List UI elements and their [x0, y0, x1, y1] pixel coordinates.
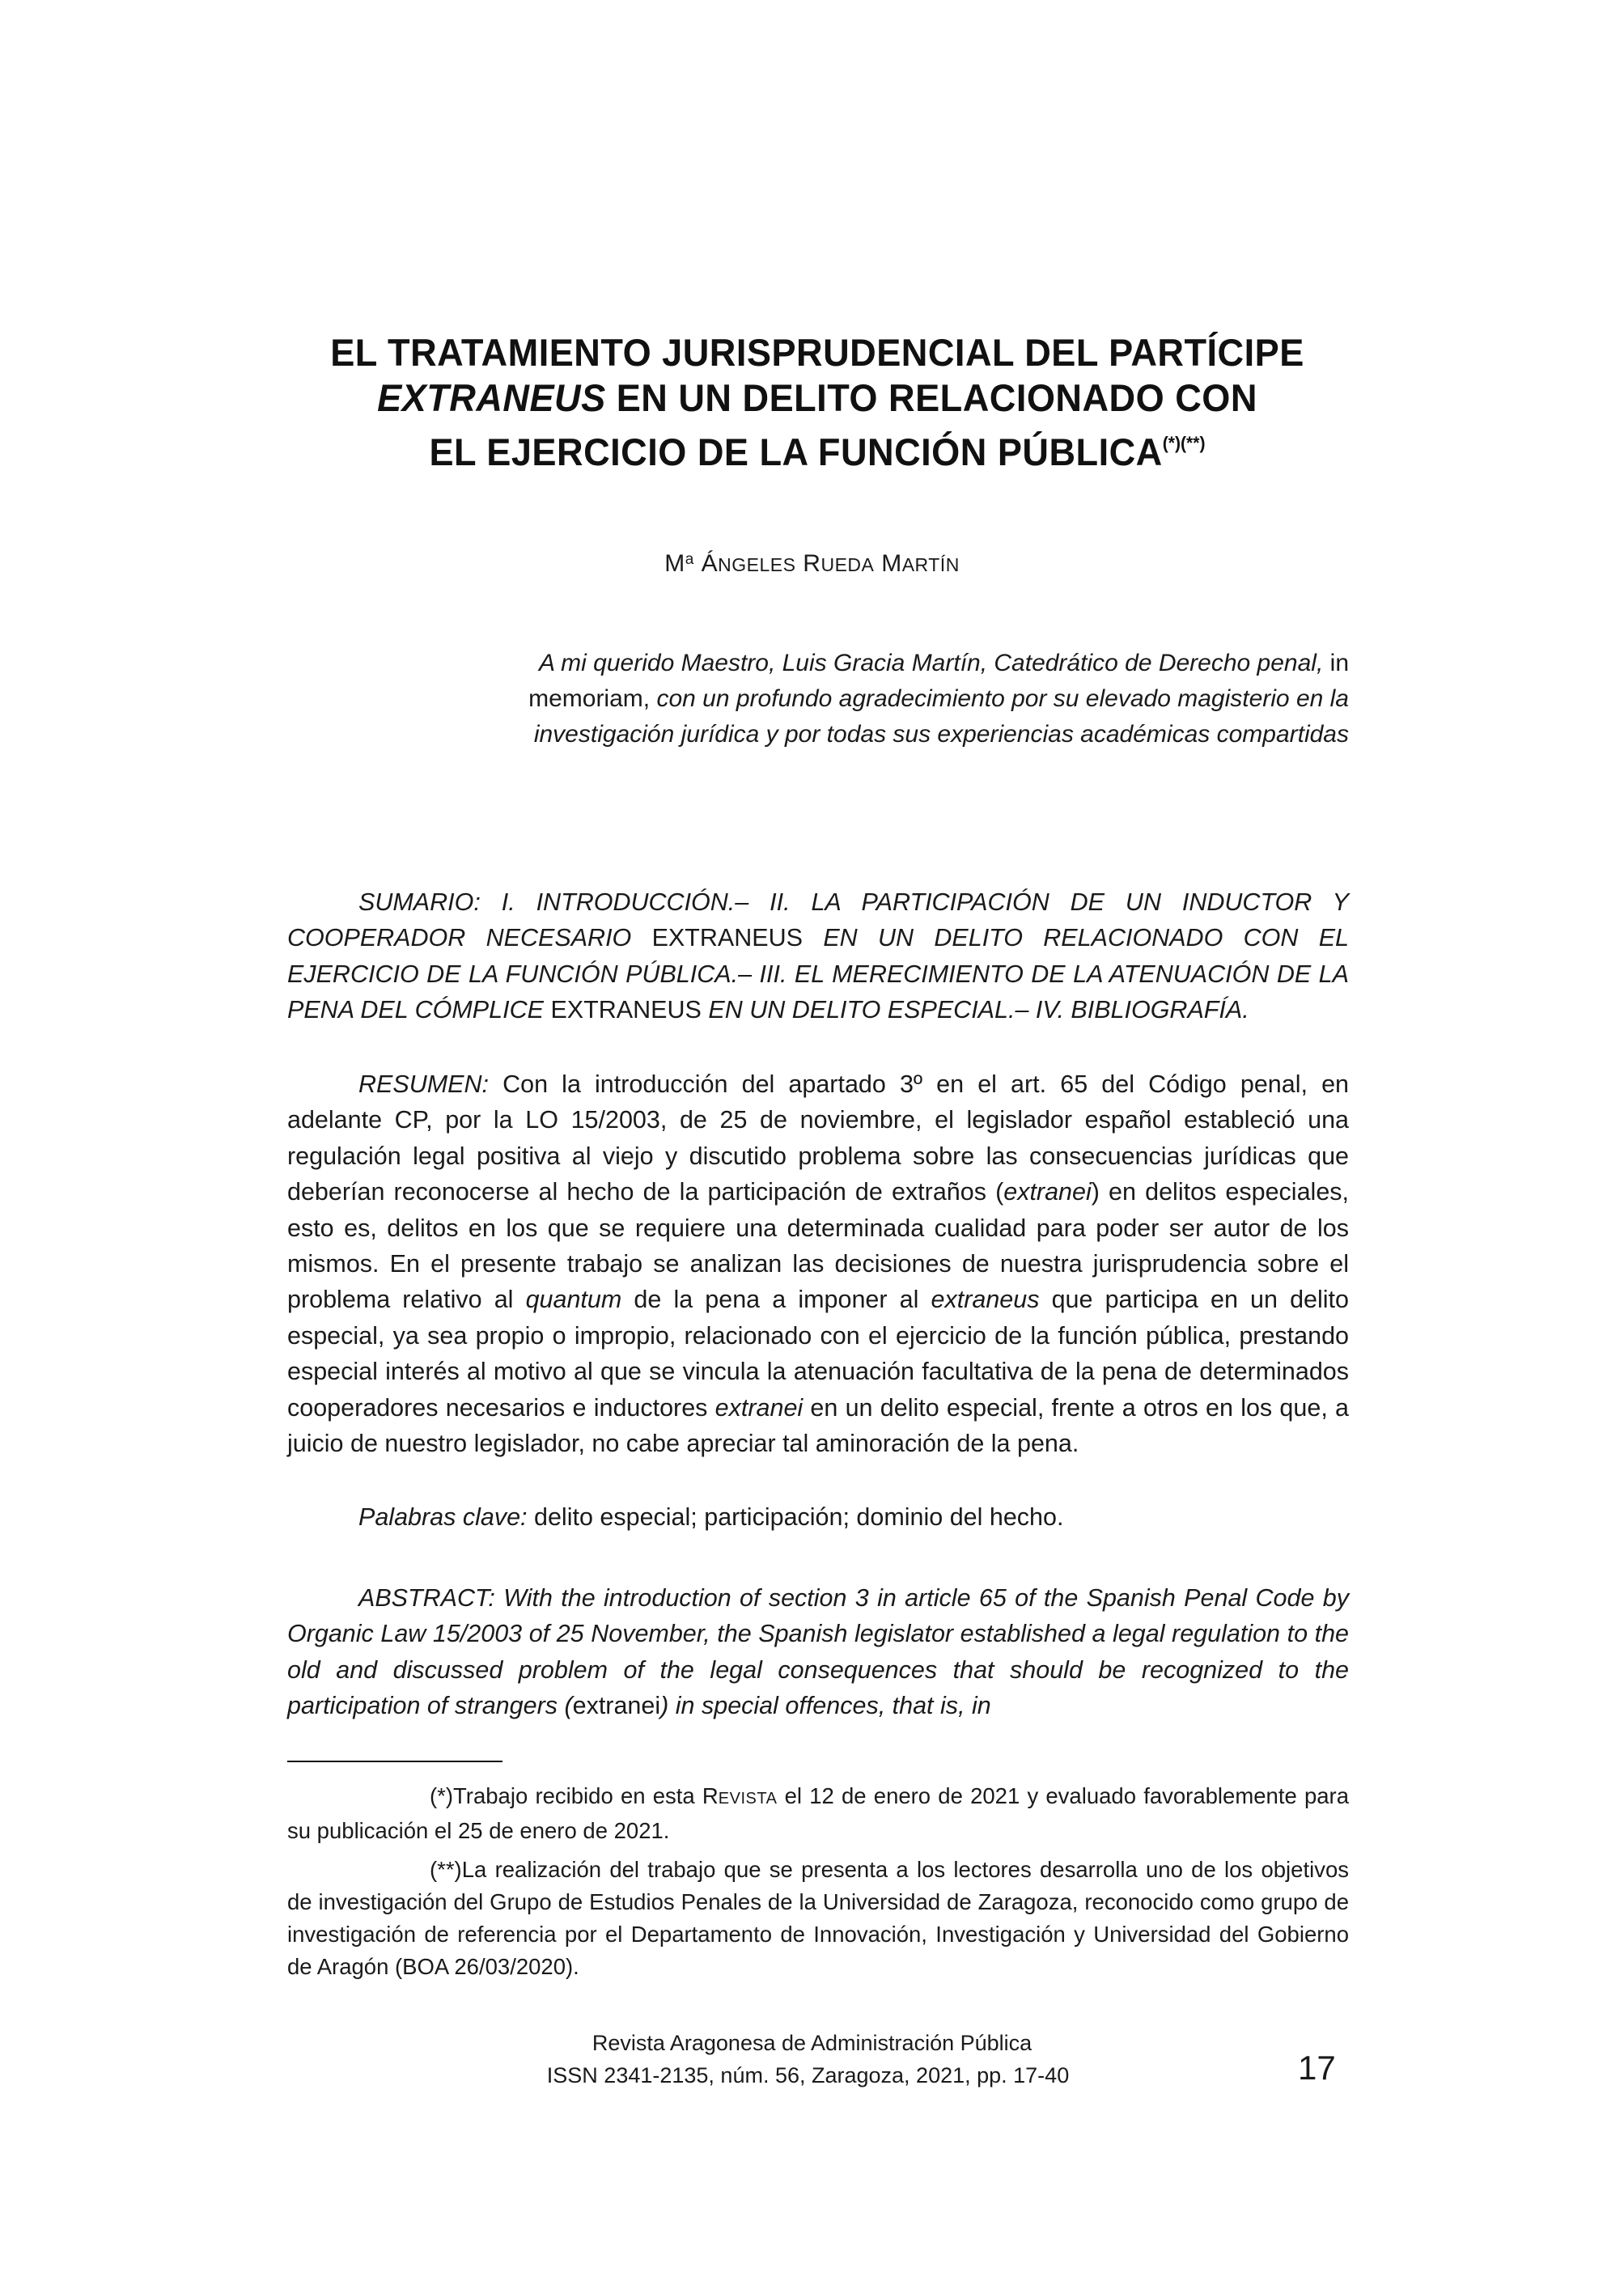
abstract-term: extranei: [572, 1692, 661, 1720]
resumen-text-3: de la pena a imponer al: [621, 1286, 931, 1314]
resumen-term-3: extraneus: [931, 1286, 1040, 1314]
summary-part-1: SUMARIO: I. INTRODUCCIÓN.– II. LA PARTICIPACIÓN DE UN INDUCTOR Y COOPERADOR NECESARIO: [287, 888, 1349, 952]
resumen-term-2: quantum: [525, 1286, 622, 1314]
abstract-part-1: ABSTRACT: With the introduction of section 3 in article 65 of the Spanish Penal Code by Organic Law 15/2003 of 25 November, the Spanish legislator established a legal regulation to the old and discussed problem of the legal consequences that should be recognized to the participation of strangers (: [287, 1584, 1349, 1720]
abstract-section: [287, 1580, 1349, 1724]
dedication-part-3: con un profundo agradecimiento por su elevado magisterio en la investigación jurídica y por todas sus experiencias académicas compartidas: [533, 685, 1349, 748]
issn-line: ISSN 2341-2135, núm. 56, Zaragoza, 2021, pp. 17-40: [546, 2063, 1070, 2087]
author-second-rest: UEDA: [820, 554, 875, 575]
footnote-2: [287, 1854, 1349, 1983]
author-initial: M: [664, 550, 685, 577]
footnote-divider: [287, 1761, 502, 1762]
article-title: [265, 330, 1368, 475]
title-line-2-rest: EN UN DELITO RELACIONADO CON: [605, 376, 1257, 419]
keywords-label: Palabras clave:: [358, 1503, 528, 1531]
resumen-section: [287, 1066, 1349, 1461]
title-line-3: EL EJERCICIO DE LA FUNCIÓN PÚBLICA: [429, 430, 1163, 473]
summary-term-1: EXTRANEUS: [651, 924, 804, 952]
resumen-term-1: extranei: [1003, 1178, 1092, 1206]
author-name: [0, 550, 1624, 578]
dedication-part-1: A mi querido Maestro, Luis Gracia Martín, Catedrático de Derecho penal,: [538, 650, 1324, 676]
author-second-cap: R: [803, 550, 821, 577]
resumen-term-4: extranei: [714, 1393, 804, 1422]
author-first-rest: NGELES: [718, 554, 796, 575]
footnote-1: [287, 1780, 1349, 1847]
summary-section: [287, 884, 1349, 1028]
page-number: 17: [1298, 2049, 1336, 2087]
footnote-2-mark: (**): [430, 1857, 462, 1882]
resumen-text-1: Con la introducción del apartado 3º en el art. 65 del Código penal, en adelante CP, por la LO 15/2003, de 25 de noviembre, el legislador español estableció una regulación legal positiva al viejo y discutido problema sobre las consecuencias jurídicas que deberían reconocerse al hecho de la participación de extraños (: [287, 1070, 1349, 1206]
footnote-1-text-1: Trabajo recibido en esta: [453, 1783, 702, 1808]
footnote-1-mark: (*): [430, 1783, 454, 1808]
footnote-1-text-2: el 12 de enero de 2021 y evaluado favorablemente para su publicación el 25 de enero de 2021.: [287, 1783, 1349, 1843]
keywords-text: delito especial; participación; dominio del hecho.: [527, 1503, 1064, 1531]
summary-part-5: EN UN DELITO ESPECIAL.– IV. BIBLIOGRAFÍA.: [701, 996, 1249, 1024]
title-italic-term: EXTRANEUS: [377, 376, 606, 419]
resumen-label: RESUMEN:: [358, 1070, 489, 1098]
journal-name: Revista Aragonesa de Administración Pública: [592, 2031, 1032, 2055]
abstract-part-3: ) in special offences, that is, in: [660, 1692, 991, 1720]
resumen-text-4: que participa en un delito especial, ya sea propio o impropio, relacionado con el ejercicio de la función pública, prestando especial interés al motivo al que se vincula la atenuación facultativa de la pena de determinados cooperadores necesarios e inductores: [287, 1286, 1349, 1422]
author-third-rest: ARTÍN: [901, 554, 960, 575]
page-footer: [0, 2027, 1624, 2092]
footnote-2-text: La realización del trabajo que se presenta a los lectores desarrolla uno de los objetivos de investigación del Grupo de Estudios Penales de la Universidad de Zaragoza, reconocido como grupo de investigación de referencia por el Departamento de Innovación, Investigación y Universidad del Gobierno de Aragón (BOA 26/03/2020).: [287, 1857, 1349, 1979]
footnote-1-revista-cap: R: [702, 1783, 719, 1808]
title-line-2: [377, 376, 1257, 419]
keywords: [287, 1499, 1349, 1535]
resumen-text-5: en un delito especial, frente a otros en los que, a juicio de nuestro legislador, no cabe apreciar tal aminoración de la pena.: [287, 1393, 1349, 1458]
footnotes: [287, 1780, 1349, 1990]
dedication: [502, 646, 1349, 752]
footnote-1-revista-rest: EVISTA: [718, 1790, 778, 1808]
title-line-1: EL TRATAMIENTO JURISPRUDENCIAL DEL PARTÍCIPE: [330, 331, 1304, 374]
dedication-in-memoriam: in memoriam,: [528, 650, 1349, 712]
author-ordinal: a: [685, 551, 694, 568]
author-third-cap: M: [881, 550, 902, 577]
summary-term-2: EXTRANEUS: [550, 996, 702, 1024]
resumen-text-2: ) en delitos especiales, esto es, delitos en los que se requiere una determinada cualidad para poder ser autor de los mismos. En el presente trabajo se analizan las decisiones de nuestra jurisprudencia sobre el problema relativo al: [287, 1178, 1349, 1314]
author-first-cap: Á: [701, 550, 719, 577]
summary-part-3: EN UN DELITO RELACIONADO CON EL EJERCICIO DE LA FUNCIÓN PÚBLICA.– III. EL MERECIMIENTO DE LA ATENUACIÓN DE LA PENA DEL CÓMPLICE: [287, 924, 1349, 1024]
title-footnote-marks[interactable]: (*)(**): [1162, 433, 1206, 453]
